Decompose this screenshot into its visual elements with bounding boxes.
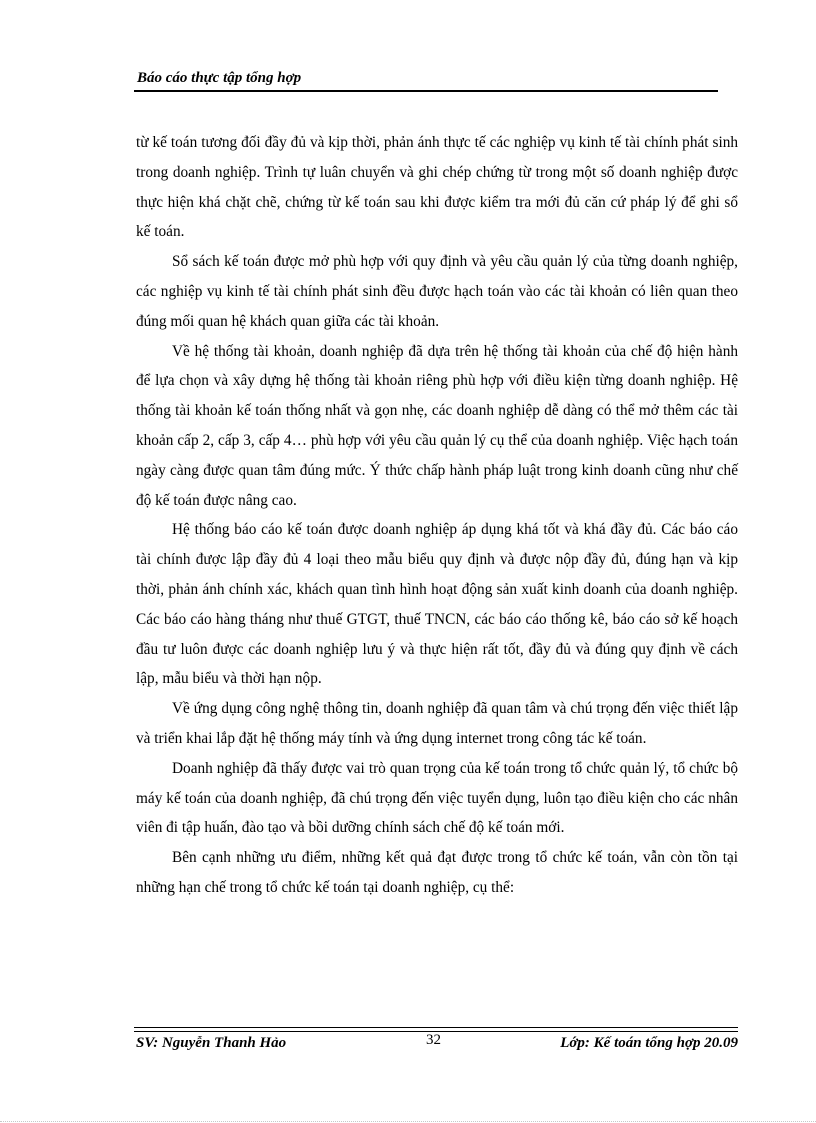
page-header-title: Báo cáo thực tập tổng hợp	[137, 70, 302, 86]
paragraph: Về hệ thống tài khoản, doanh nghiệp đã dựa trên hệ thống tài khoản của chế độ hiện hành để lựa chọn và xây dựng hệ thống tài khoản riêng phù hợp với điều kiện từng doanh nghiệp. Hệ thống tài khoản kế toán thống nhất và gọn nhẹ, các doanh nghiệp dễ dàng có thể mở thêm các tài khoản cấp 2, cấp 3, cấp 4… phù hợp với yêu cầu quản lý cụ thể của doanh nghiệp. Việc hạch toán ngày càng được quan tâm đúng mức. Ý thức chấp hành pháp luật trong kinh doanh cũng như chế độ kế toán được nâng cao.	[136, 342, 738, 509]
footer-class-name: Lớp: Kế toán tổng hợp 20.09	[560, 1035, 738, 1051]
paragraph: Về ứng dụng công nghệ thông tin, doanh nghiệp đã quan tâm và chú trọng đến việc thiết lập và triển khai lắp đặt hệ thống máy tính và ứng dụng internet trong công tác kế toán.	[136, 700, 738, 747]
header-divider	[134, 90, 718, 92]
footer-divider	[134, 1027, 738, 1028]
page-number: 32	[426, 1032, 441, 1048]
paragraph: từ kế toán tương đối đầy đủ và kịp thời, phản ánh thực tế các nghiệp vụ kinh tế tài chính phát sinh trong doanh nghiệp. Trình tự luân chuyển và ghi chép chứng từ trong một số doanh nghiệp được thực hiện khá chặt chẽ, chứng từ kế toán sau khi được kiểm tra mới đủ căn cứ pháp lý để ghi sổ kế toán.	[136, 134, 738, 241]
paragraph: Bên cạnh những ưu điểm, những kết quả đạt được trong tổ chức kế toán, vẫn còn tồn tại những hạn chế trong tổ chức kế toán tại doanh nghiệp, cụ thể:	[136, 849, 738, 896]
page-bottom-edge	[0, 1121, 816, 1122]
footer-student-name: SV: Nguyễn Thanh Hảo	[136, 1035, 287, 1051]
paragraph: Sổ sách kế toán được mở phù hợp với quy định và yêu cầu quản lý của từng doanh nghiệp, các nghiệp vụ kinh tế tài chính phát sinh đều được hạch toán vào các tài khoản có liên quan theo đúng mối quan hệ khách quan giữa các tài khoản.	[136, 253, 738, 330]
paragraph: Hệ thống báo cáo kế toán được doanh nghiệp áp dụng khá tốt và khá đầy đủ. Các báo cáo tài chính được lập đầy đủ 4 loại theo mẫu biểu quy định và được nộp đầy đủ, đúng hạn và kịp thời, phản ánh chính xác, khách quan tình hình hoạt động sản xuất kinh doanh của doanh nghiệp. Các báo cáo hàng tháng như thuế GTGT, thuế TNCN, các báo cáo thống kê, báo cáo sở kế hoạch đầu tư luôn được các doanh nghiệp lưu ý và thực hiện rất tốt, đầy đủ và đúng quy định về cách lập, mẫu biểu và thời hạn nộp.	[136, 521, 738, 688]
document-body	[136, 128, 738, 903]
paragraph: Doanh nghiệp đã thấy được vai trò quan trọng của kế toán trong tổ chức quản lý, tổ chức bộ máy kế toán của doanh nghiệp, đã chú trọng đến việc tuyển dụng, luôn tạo điều kiện cho các nhân viên đi tập huấn, đào tạo và bồi dưỡng chính sách chế độ kế toán mới.	[136, 759, 738, 837]
